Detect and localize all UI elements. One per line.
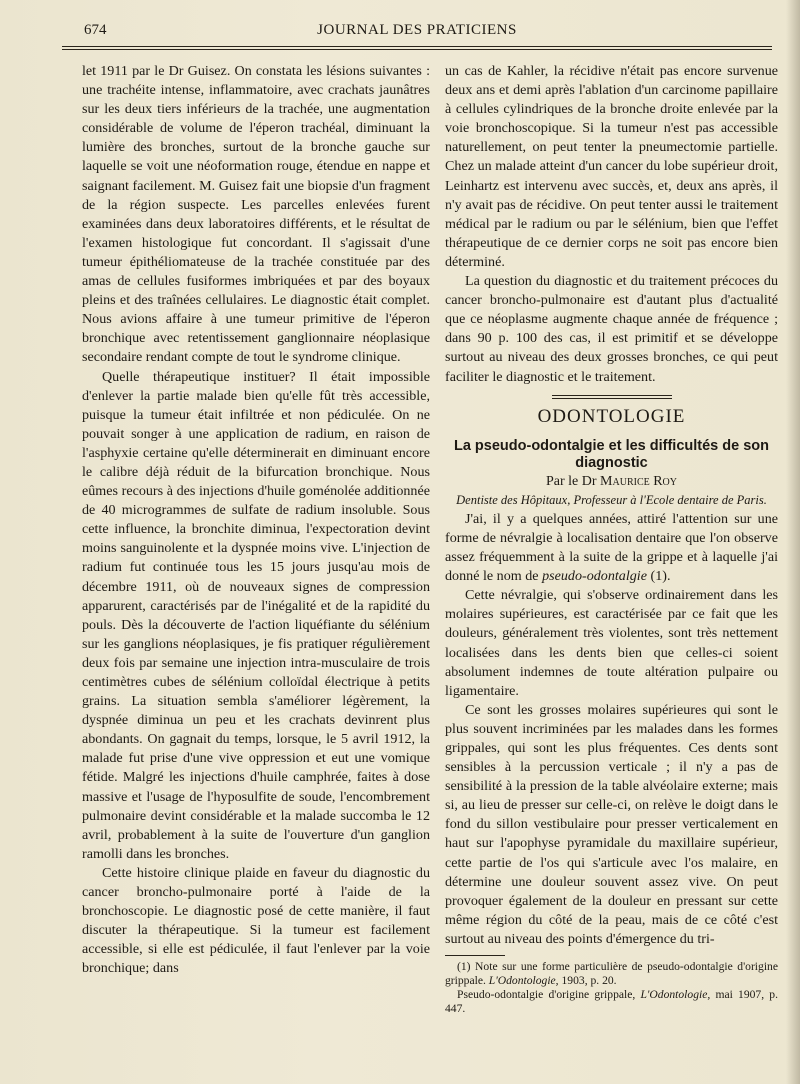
article-title: La pseudo-odontalgie et les difficultés de son diagnostic <box>453 437 769 471</box>
pseudo-odontalgie-term: pseudo-odontalgie <box>542 568 647 585</box>
section-title: ODONTOLOGIE <box>537 405 686 427</box>
author-prefix: Par le Dr <box>546 473 597 489</box>
footnote-2 <box>445 988 778 1016</box>
page-edge-shadow <box>786 0 800 1084</box>
footnote-rule <box>445 955 505 956</box>
article-author <box>445 472 778 491</box>
paragraph-3-start: J'ai, il y a quelques années, attiré l'attention sur une forme de névralgie à localisation dentaire que l'on observe assez fréquemment à la suite de la grippe et à laquelle j'ai donné le nom de <box>445 510 778 585</box>
footnote-1 <box>445 960 778 988</box>
left-paragraph-3: Cette histoire clinique plaide en faveur du diagnostic du cancer broncho-pulmonaire porté à l'aide de la bronchoscopie. Le diagnostic posé de cette manière, il faut discuter la thérapeutique. Si la tumeur est facilement accessible, si elle est pédiculée, il faut l'enlever par la voie bronchique; dans <box>82 864 430 977</box>
header-rule-double <box>62 49 772 50</box>
left-paragraph-1: let 1911 par le Dr Guisez. On constata les lésions suivantes : une trachéite intense, inflammatoire, avec crachats jaunâtres sur les deux tiers inférieurs de la trachée, une augmentation considérable de volume de l'éperon trachéal, diminuant la lumière des bronches, surtout de la bronche gauche sur laquelle se voit une néoformation rouge, étendue en nappe et saignant facilement. M. Guisez fait une biopsie d'un fragment de la région suspecte. Les parcelles enlevées furent examinées dans deux laboratoires différents, et le résultat de l'examen histologique fut concordant. Il s'agissait d'une tumeur épithéliomateuse de la trachée constituée par des amas de cellules fusiformes imbriquées et par des boyaux pleins et des traînées cellulaires. Le diagnostic était complet. Nous avions affaire à une tumeur primitive de l'éperon bronchique avec retentissement ganglionnaire néoplasique secondaire rendant compte de tout le syndrome clinique. <box>82 63 430 366</box>
page-number: 674 <box>84 22 107 38</box>
footnote-ref: (1). <box>650 568 671 585</box>
footnote-1-text: (1) Note sur une forme particulière de pseudo-odontalgie d'origine grippale. <box>445 960 778 988</box>
footnote-1-ref: 1903, p. 20. <box>561 974 617 988</box>
footnote-2-text: Pseudo-odontalgie d'origine grippale, <box>457 988 636 1002</box>
right-paragraph-3 <box>445 510 778 586</box>
footnote-2-journal: L'Odontologie, <box>640 988 711 1002</box>
author-affiliation: Dentiste des Hôpitaux, Professeur à l'Ecole dentaire de Paris. <box>456 492 767 507</box>
author-name: Maurice Roy <box>600 473 677 489</box>
left-column <box>82 62 430 979</box>
right-paragraph-4: Cette névralgie, qui s'observe ordinairement dans les molaires supérieures, est caractérisée par ce fait que les douleurs, généralement très violentes, sont très nettement localisées dans les dents bien que celles-ci soient absolument indemnes de toute altération pulpaire ou ligamentaire. <box>445 587 778 699</box>
header-rule <box>62 46 772 47</box>
footnote-1-journal: L'Odontologie, <box>488 974 559 988</box>
right-paragraph-5: Ce sont les grosses molaires supérieures qui sont le plus souvent incriminées par les malades dans les formes grippales, qui sont les plus fréquentes. Ces dents sont sensibles à la percussion verticale ; il n'y a pas de sensibilité à la pression de la table alvéolaire externe; mais si, au lieu de presser sur celle-ci, on relève le doigt dans le fond du sillon vestibulaire pour presser verticalement en haut sur l'apophyse pyramidale du maxillaire supérieur, cette partie de l'os qui s'articule avec l'os malaire, en détermine une douleur souvent assez vive. On peut provoquer également de la douleur en pressant sur cette même région du côté de la peau, mais de ce côté c'est surtout au niveau des points d'émergence du tri- <box>445 701 778 947</box>
footnote-2-ref: mai 1907, p. 447. <box>445 988 778 1016</box>
section-divider <box>552 395 672 399</box>
right-column <box>445 62 778 1016</box>
running-header <box>62 22 772 44</box>
left-paragraph-2: Quelle thérapeutique instituer? Il était impossible d'enlever la partie malade bien qu'elle fût très accessible, puisque la tumeur était infiltrée et non pédiculée. On ne pouvait songer à une application de radium, en raison de l'asphyxie certaine qu'elle déterminerait en diminuant encore le calibre déjà réduit de la bifurcation bronchique. Nous eûmes recours à des injections d'huile goménolée additionnée de 40 microgrammes de sulfate de radium insoluble. Sous cette influence, la bronchite diminua, l'expectoration devint moins sanguinolente et la dyspnée moins vive. L'injection de radium fut continuée tous les 15 jours jusqu'au mois de décembre 1911, où de nouveaux signes de compression apparurent, caractérisés par de l'inégalité et de la rapidité du pouls. Dès la découverte de l'action liquéfiante du sélénium sur les ganglions néoplasiques, je fis pratiquer régulièrement deux fois par semaine une injection intra-musculaire de trois centimètres cubes de sélénium colloïdal électrique à petits grains. La situation sembla s'améliorer légèrement, la dyspnée diminua un peu et les crachats devinrent plus abondants. On gagnait du temps, lorsque, le 5 avril 1912, la malade fut prise d'une vive oppression et eut une vomique fétide. Malgré les injections d'huile camphrée, faites à dose massive et l'usage de l'hyposulfite de soude, l'encombrement pulmonaire devint considérable et la malade succomba le 12 avril, probablement à la suite de l'ouverture d'un ganglion ramolli dans les bronches. <box>82 368 430 862</box>
right-paragraph-2: La question du diagnostic et du traitement précoces du cancer broncho-pulmonaire est d'autant plus d'actualité que ce néoplasme augmente chaque année de fréquence ; dans 90 p. 100 des cas, il est primitif et se développe surtout au niveau des deux grosses bronches, ce qui peut faciliter le diagnostic et le traitement. <box>445 273 778 385</box>
right-paragraph-1: un cas de Kahler, la récidive n'était pas encore survenue deux ans et demi après l'ablation d'un carcinome papillaire à cellules cylindriques de la bronche droite enlevée par la voie bronchoscopique. Si la tumeur n'est pas accessible naturellement, on peut tenter la pneumectomie partielle. Chez un malade atteint d'un cancer du lobe supérieur droit, Leinhartz est intervenu avec succès, et, deux ans après, il n'y avait pas de récidive. On peut tenter aussi le traitement médical par le radium ou par le sélénium, bien que l'effet thérapeutique de ce dernier corps ne soit pas encore bien déterminé. <box>445 63 778 270</box>
journal-title: JOURNAL DES PRATICIENS <box>317 22 517 38</box>
